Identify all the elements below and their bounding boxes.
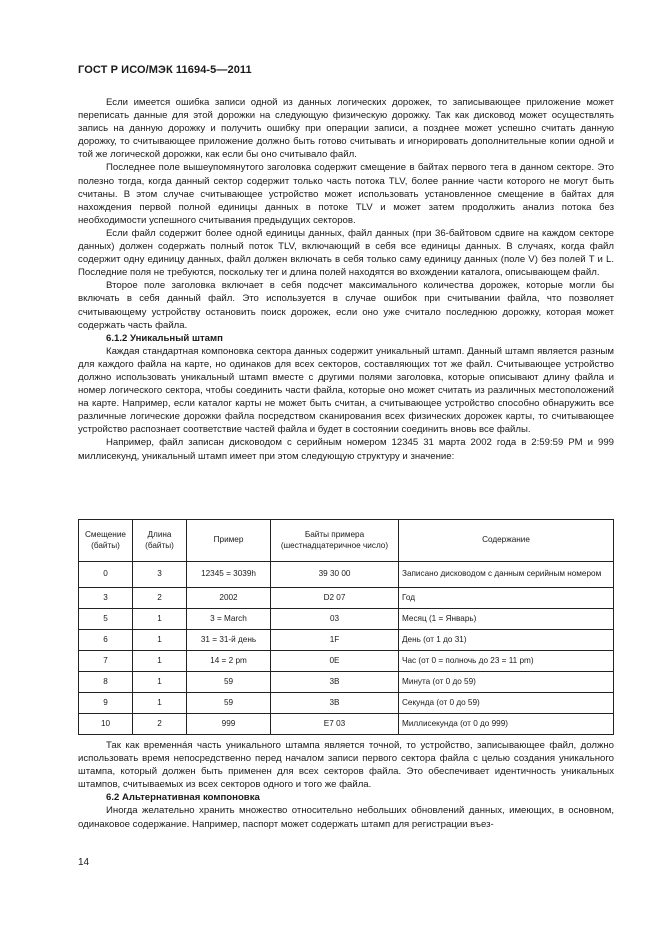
paragraph: Если имеется ошибка записи одной из данных логических дорожек, то записывающее приложение может переписать данные для этой дорожки на следующую физическую дорожку. Так как дисковод может осуществлять запись на данную дорожку и получить ошибку при операции записи, а позднее может успешно считать данную дорожку, то считывающее приложение должно быть готово считывать и игнорировать дополнительные копии одной и той же логической дорожки, как если бы оно считывало файл. — [78, 97, 614, 161]
cell-offset: 6 — [79, 630, 133, 651]
cell-bytes: D2 07 — [271, 588, 399, 609]
table-row — [79, 693, 614, 714]
cell-offset: 9 — [79, 693, 133, 714]
cell-bytes: 0E — [271, 651, 399, 672]
cell-example: 999 — [187, 714, 271, 735]
cell-content: Записано дисководом с данным серийным номером — [399, 562, 614, 588]
cell-bytes: 3B — [271, 672, 399, 693]
section-heading-6-1-2: 6.1.2 Уникальный штамп — [106, 332, 223, 344]
cell-example: 59 — [187, 693, 271, 714]
table-row — [79, 630, 614, 651]
cell-content: Час (от 0 = полночь до 23 = 11 pm) — [399, 651, 614, 672]
cell-content: Секунда (от 0 до 59) — [399, 693, 614, 714]
paragraph: Так как временна́я часть уникального штампа является точной, то устройство, записывающее файл, должно использовать время непосредственно перед началом записи первого сектора файла с целью создания уникального штампа, который должен быть применен для всех секторов файла. Это обеспечивает идентичность уникальных штампов, считываемых из всех секторов одного и того же файла. — [78, 740, 614, 791]
table-row — [79, 588, 614, 609]
cell-length: 1 — [133, 609, 187, 630]
cell-offset: 5 — [79, 609, 133, 630]
cell-length: 2 — [133, 588, 187, 609]
column-header: Длина (байты) — [133, 520, 187, 562]
cell-example: 31 = 31-й день — [187, 630, 271, 651]
column-header: Байты примера (шестнадцатеричное число) — [271, 520, 399, 562]
cell-bytes: E7 03 — [271, 714, 399, 735]
cell-bytes: 03 — [271, 609, 399, 630]
cell-length: 2 — [133, 714, 187, 735]
cell-length: 1 — [133, 651, 187, 672]
cell-offset: 0 — [79, 562, 133, 588]
cell-offset: 10 — [79, 714, 133, 735]
paragraph: Каждая стандартная компоновка сектора данных содержит уникальный штамп. Данный штамп является разным для каждого файла на карте, но одинаков для всех секторов, составляющих тот же файл. Считывающее устройство должно использовать уникальный штамп вместе с другими полями заголовка, которые описывают длину файла и номер логического сектора, чтобы соединить части файла, которые оно может считать из различных местоположений на карте. Например, если каталог карты не может быть считан, а считывающее устройство способно обнаружить все различные логические дорожки файла посредством сканирования всех физических дорожек карты, то считывающее устройство распознает соответствие частей файла и будет в состоянии соединить вновь все файлы. — [78, 345, 614, 436]
cell-length: 1 — [133, 672, 187, 693]
cell-example: 2002 — [187, 588, 271, 609]
paragraph: Иногда желательно хранить множество относительно небольших обновлений данных, имеющих, в основном, одинаковое содержание. Например, паспорт может содержать штамп для регистрации въез- — [78, 805, 614, 830]
cell-example: 14 = 2 pm — [187, 651, 271, 672]
cell-content: Миллисекунда (от 0 до 999) — [399, 714, 614, 735]
cell-example: 3 = March — [187, 609, 271, 630]
text-block-bottom — [78, 739, 614, 831]
section-heading-6-2: 6.2 Альтернативная компоновка — [106, 792, 260, 804]
cell-bytes: 39 30 00 — [271, 562, 399, 588]
cell-offset: 7 — [79, 651, 133, 672]
table-row — [79, 562, 614, 588]
cell-example: 59 — [187, 672, 271, 693]
cell-offset: 8 — [79, 672, 133, 693]
table-row — [79, 609, 614, 630]
cell-content: Минута (от 0 до 59) — [399, 672, 614, 693]
cell-content: Год — [399, 588, 614, 609]
unique-stamp-table — [78, 519, 614, 735]
cell-content: День (от 1 до 31) — [399, 630, 614, 651]
paragraph: Последнее поле вышеупомянутого заголовка содержит смещение в байтах первого тега в данном секторе. Это полезно тогда, когда данный сектор содержит только часть потока TLV, более ранние части которого не могут быть считаны. В этом случае считывающее устройство может использовать установленное смещение в байтах для нахождения первой полной единицы данных в потоке TLV и может затем продолжить анализ потока без необходимости успешного считывания предыдущих секторов. — [78, 162, 614, 226]
text-block-top — [78, 96, 614, 463]
table-row — [79, 714, 614, 735]
cell-content: Месяц (1 = Январь) — [399, 609, 614, 630]
cell-bytes: 3B — [271, 693, 399, 714]
cell-example: 12345 = 3039h — [187, 562, 271, 588]
cell-length: 3 — [133, 562, 187, 588]
page-number: 14 — [78, 857, 90, 868]
table-row — [79, 672, 614, 693]
paragraph: Например, файл записан дисководом с серийным номером 12345 31 марта 2002 года в 2:59:59 PM и 999 миллисекунд, уникальный штамп имеет при этом следующую структуру и значение: — [78, 437, 614, 462]
cell-bytes: 1F — [271, 630, 399, 651]
cell-length: 1 — [133, 693, 187, 714]
paragraph: Второе поле заголовка включает в себя подсчет максимального количества дорожек, которые могли бы включать в себя данный файл. Это используется в случае ошибок при считывании файла, что позволяет считывающему устройству остановить поиск дорожек, если оно уже считало последнюю дорожку, которая может содержать часть файла. — [78, 280, 614, 331]
table-header-row — [79, 520, 614, 562]
column-header: Смещение (байты) — [79, 520, 133, 562]
column-header: Пример — [187, 520, 271, 562]
column-header: Содержание — [399, 520, 614, 562]
cell-offset: 3 — [79, 588, 133, 609]
cell-length: 1 — [133, 630, 187, 651]
document-header: ГОСТ Р ИСО/МЭК 11694-5—2011 — [78, 64, 252, 76]
paragraph: Если файл содержит более одной единицы данных, файл данных (при 36-байтовом сдвиге на каждом секторе данных) должен содержать полный поток TLV, включающий в себя все единицы данных. В случаях, когда файл содержит одну единицу данных, файл должен включать в себя только саму единицу данных (поле V) без полей T и L. Последние поля не требуются, поскольку тег и длина полей находятся во вхождении каталога, описывающем файл. — [78, 227, 614, 279]
table-row — [79, 651, 614, 672]
